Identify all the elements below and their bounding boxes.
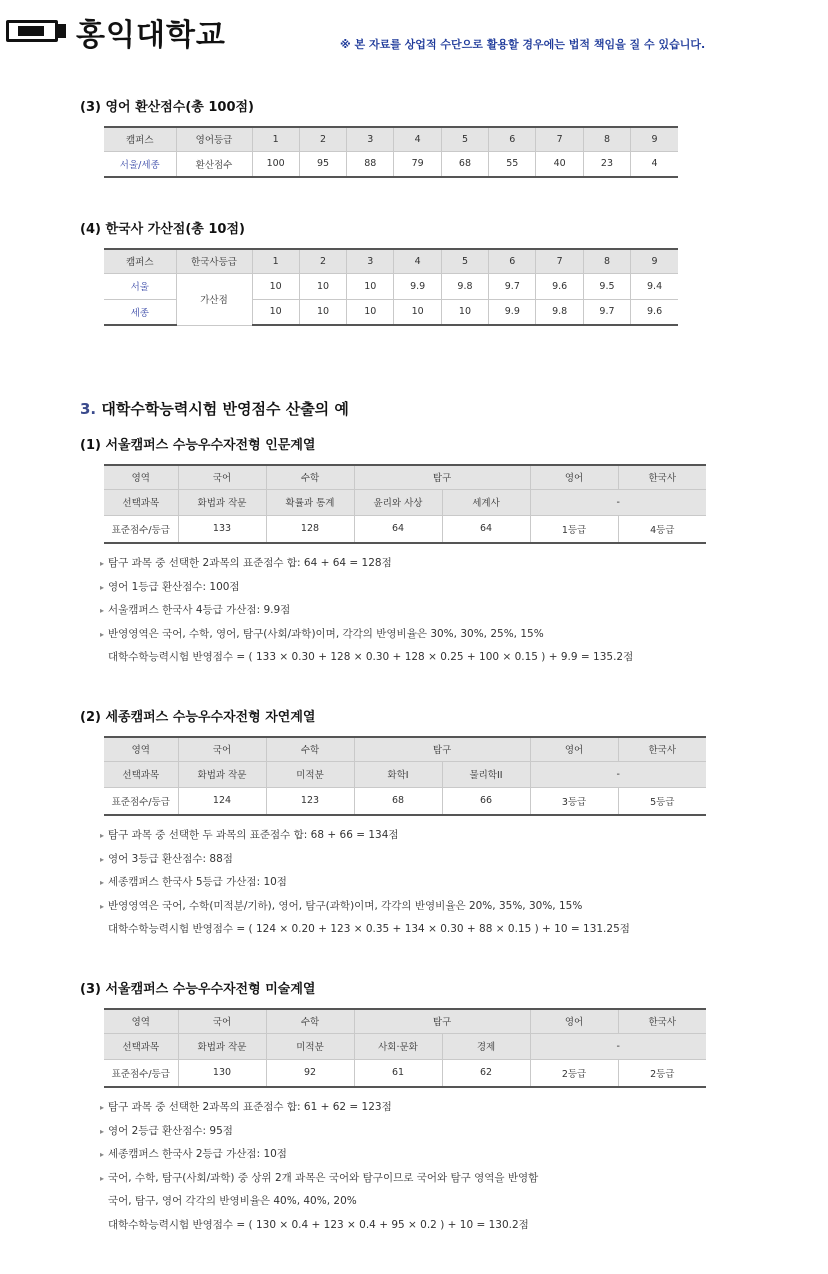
table-header: 한국사 — [618, 737, 706, 761]
table-cell: 서울 — [104, 273, 176, 299]
table-header: 6 — [489, 249, 536, 273]
table-header: 3 — [347, 249, 394, 273]
table-cell: 130 — [178, 1059, 266, 1087]
table-cell: 133 — [178, 515, 266, 543]
copyright-notice: ※ 본 자료를 상업적 수단으로 활용할 경우에는 법적 책임을 질 수 있습니다. — [340, 38, 706, 51]
table-cell: 79 — [394, 151, 441, 177]
table-cell: 61 — [354, 1059, 442, 1087]
table-header: 한국사 — [618, 465, 706, 489]
table-header: 표준점수/등급 — [104, 1059, 178, 1087]
table-cell: 123 — [266, 787, 354, 815]
table-cell: 경제 — [442, 1033, 530, 1059]
table-header: 8 — [583, 249, 630, 273]
table-header: 국어 — [178, 1009, 266, 1033]
table-header: 캠퍼스 — [104, 249, 176, 273]
table-cell: 23 — [583, 151, 630, 177]
table-cell: 사회·문화 — [354, 1033, 442, 1059]
table-header: 탐구 — [354, 737, 530, 761]
english-score-title: (3) 영어 환산점수(총 100점) — [80, 100, 254, 115]
table-header: 1 — [252, 127, 299, 151]
table-header: 영어등급 — [176, 127, 252, 151]
list-item: ▸ 영어 3등급 환산점수: 88점 — [100, 848, 630, 872]
table-cell: 9.7 — [583, 299, 630, 325]
table-header: 국어 — [178, 737, 266, 761]
section-number: 3. — [80, 400, 97, 418]
history-score-table — [104, 248, 678, 326]
table-header: 6 — [489, 127, 536, 151]
table-header: 한국사등급 — [176, 249, 252, 273]
table-cell: 9.5 — [583, 273, 630, 299]
table-cell: 66 — [442, 787, 530, 815]
table-cell: 9.9 — [489, 299, 536, 325]
table-cell: 9.7 — [489, 273, 536, 299]
section-title-text: 대학수학능력시험 반영점수 산출의 예 — [101, 400, 349, 418]
table-header: 7 — [536, 127, 583, 151]
table-cell: 미적분 — [266, 1033, 354, 1059]
table-cell: 화법과 작문 — [178, 489, 266, 515]
section-title — [80, 398, 349, 419]
table-cell: 95 — [299, 151, 346, 177]
table-cell: 10 — [252, 299, 299, 325]
table-header: 4 — [394, 249, 441, 273]
table-cell: 92 — [266, 1059, 354, 1087]
table-cell: 64 — [354, 515, 442, 543]
history-score-title: (4) 한국사 가산점(총 10점) — [80, 222, 245, 237]
table-header: 캠퍼스 — [104, 127, 176, 151]
example-3-title: (3) 서울캠퍼스 수능우수자전형 미술계열 — [80, 982, 316, 997]
table-cell: 68 — [441, 151, 488, 177]
table-cell: 2등급 — [530, 1059, 618, 1087]
table-cell: 10 — [347, 273, 394, 299]
table-cell: 88 — [347, 151, 394, 177]
table-cell: 화법과 작문 — [178, 1033, 266, 1059]
example-2-title: (2) 세종캠퍼스 수능우수자전형 자연계열 — [80, 710, 316, 725]
table-header: 선택과목 — [104, 489, 178, 515]
table-cell: 62 — [442, 1059, 530, 1087]
list-item: ▸ 국어, 수학, 탐구(사회/과학) 중 상위 2개 과목은 국어와 탐구이므로 국어와 탐구 영역을 반영함 — [100, 1167, 538, 1191]
table-cell: - — [530, 1033, 706, 1059]
university-name: 홍익대학교 — [76, 18, 226, 53]
table-cell: 5등급 — [618, 787, 706, 815]
table-cell: 4 — [631, 151, 678, 177]
table-cell: 4등급 — [618, 515, 706, 543]
formula: 대학수학능력시험 반영점수 = ( 130 × 0.4 + 123 × 0.4 + 95 × 0.2 ) + 10 = 130.2점 — [108, 1218, 529, 1231]
table-cell: 환산점수 — [176, 151, 252, 177]
example-3-table — [104, 1008, 706, 1088]
table-header: 5 — [441, 249, 488, 273]
table-cell: 9.8 — [536, 299, 583, 325]
formula: 대학수학능력시험 반영점수 = ( 124 × 0.20 + 123 × 0.35 + 134 × 0.30 + 88 × 0.15 ) + 10 = 131.25점 — [108, 923, 630, 935]
table-cell: 9.6 — [631, 299, 678, 325]
table-cell: 3등급 — [530, 787, 618, 815]
table-header: 표준점수/등급 — [104, 787, 178, 815]
table-header: 탐구 — [354, 465, 530, 489]
list-item: ▸ 반영영역은 국어, 수학(미적분/기하), 영어, 탐구(과학)이며, 각각의 반영비율은 20%, 35%, 30%, 15% — [100, 895, 630, 919]
table-header: 9 — [631, 127, 678, 151]
list-item-continuation: 국어, 탐구, 영어 각각의 반영비율은 40%, 40%, 20% — [108, 1195, 357, 1207]
table-header: 수학 — [266, 1009, 354, 1033]
list-item: ▸ 영어 1등급 환산점수: 100점 — [100, 576, 633, 600]
table-cell: 9.8 — [441, 273, 488, 299]
list-item: ▸ 세종캠퍼스 한국사 2등급 가산점: 10점 — [100, 1143, 538, 1167]
table-header: 영역 — [104, 465, 178, 489]
list-item: ▸ 서울캠퍼스 한국사 4등급 가산점: 9.9점 — [100, 599, 633, 623]
table-cell: 화법과 작문 — [178, 761, 266, 787]
table-header: 2 — [299, 127, 346, 151]
list-item: ▸ 반영영역은 국어, 수학, 영어, 탐구(사회/과학)이며, 각각의 반영비율은 30%, 30%, 25%, 15% — [100, 623, 633, 647]
list-item: ▸ 세종캠퍼스 한국사 5등급 가산점: 10점 — [100, 871, 630, 895]
table-cell: 100 — [252, 151, 299, 177]
table-cell: 9.4 — [631, 273, 678, 299]
table-header: 수학 — [266, 465, 354, 489]
table-header: 8 — [583, 127, 630, 151]
table-cell: 10 — [252, 273, 299, 299]
table-cell: 세종 — [104, 299, 176, 325]
example-2-notes — [100, 824, 630, 942]
table-cell: 미적분 — [266, 761, 354, 787]
example-1-table — [104, 464, 706, 544]
table-header: 영어 — [530, 465, 618, 489]
table-header: 4 — [394, 127, 441, 151]
example-1-notes — [100, 552, 633, 670]
university-logo-icon — [6, 20, 66, 44]
table-header: 한국사 — [618, 1009, 706, 1033]
english-score-table — [104, 126, 678, 178]
table-header: 국어 — [178, 465, 266, 489]
example-3-notes — [100, 1096, 538, 1237]
formula: 대학수학능력시험 반영점수 = ( 133 × 0.30 + 128 × 0.30 + 128 × 0.25 + 100 × 0.15 ) + 9.9 = 135.2점 — [108, 651, 634, 663]
table-cell: 68 — [354, 787, 442, 815]
table-header: 9 — [631, 249, 678, 273]
table-cell: 화학I — [354, 761, 442, 787]
page-header — [0, 0, 828, 60]
table-header: 표준점수/등급 — [104, 515, 178, 543]
table-cell: 64 — [442, 515, 530, 543]
table-cell: 128 — [266, 515, 354, 543]
table-cell: 세계사 — [442, 489, 530, 515]
table-header: 영어 — [530, 737, 618, 761]
table-header: 선택과목 — [104, 761, 178, 787]
table-cell: 윤리와 사상 — [354, 489, 442, 515]
example-1-title: (1) 서울캠퍼스 수능우수자전형 인문계열 — [80, 438, 316, 453]
list-item: ▸ 탐구 과목 중 선택한 2과목의 표준점수 합: 61 + 62 = 123점 — [100, 1096, 538, 1120]
list-item: ▸ 영어 2등급 환산점수: 95점 — [100, 1120, 538, 1144]
table-cell: 확률과 통계 — [266, 489, 354, 515]
table-header: 선택과목 — [104, 1033, 178, 1059]
table-cell: 124 — [178, 787, 266, 815]
table-header: 탐구 — [354, 1009, 530, 1033]
table-cell: - — [530, 761, 706, 787]
table-header: 2 — [299, 249, 346, 273]
table-header: 영역 — [104, 737, 178, 761]
table-cell: 10 — [347, 299, 394, 325]
example-2-table — [104, 736, 706, 816]
table-header: 1 — [252, 249, 299, 273]
table-cell: 10 — [441, 299, 488, 325]
table-cell: 1등급 — [530, 515, 618, 543]
table-cell: 10 — [299, 273, 346, 299]
list-item: ▸ 탐구 과목 중 선택한 2과목의 표준점수 합: 64 + 64 = 128점 — [100, 552, 633, 576]
table-cell: 가산점 — [176, 273, 252, 325]
table-header: 3 — [347, 127, 394, 151]
table-header: 영어 — [530, 1009, 618, 1033]
table-header: 7 — [536, 249, 583, 273]
table-cell: 55 — [489, 151, 536, 177]
table-header: 수학 — [266, 737, 354, 761]
table-cell: 40 — [536, 151, 583, 177]
table-cell: 9.6 — [536, 273, 583, 299]
table-cell: 물리학II — [442, 761, 530, 787]
table-cell: 9.9 — [394, 273, 441, 299]
table-header: 영역 — [104, 1009, 178, 1033]
table-cell: 10 — [299, 299, 346, 325]
table-cell: 10 — [394, 299, 441, 325]
table-cell: 서울/세종 — [104, 151, 176, 177]
table-header: 5 — [441, 127, 488, 151]
table-cell: 2등급 — [618, 1059, 706, 1087]
list-item: ▸ 탐구 과목 중 선택한 두 과목의 표준점수 합: 68 + 66 = 134점 — [100, 824, 630, 848]
table-cell: - — [530, 489, 706, 515]
